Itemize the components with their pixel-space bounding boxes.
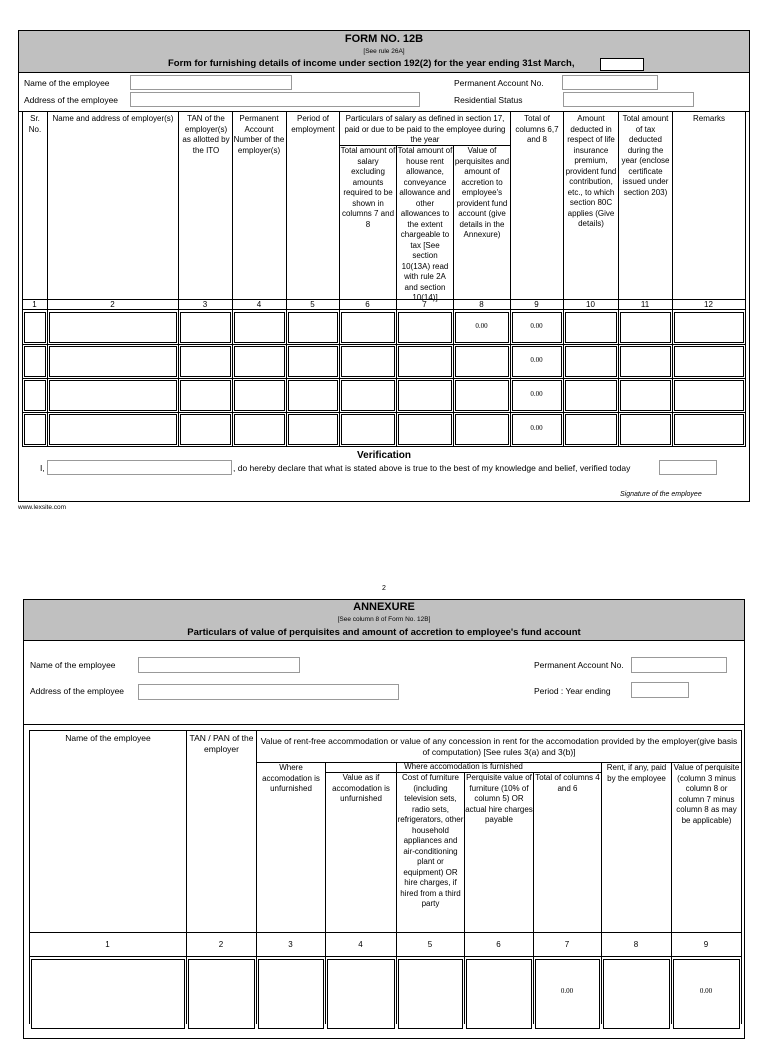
header-remarks: Remarks (692, 114, 725, 123)
table-cell[interactable] (49, 380, 177, 411)
table-cell[interactable] (180, 414, 231, 445)
ann-col-number: 5 (427, 940, 433, 949)
ann-colnum-top (29, 932, 741, 933)
table-top-line (18, 111, 750, 112)
table-cell[interactable] (455, 380, 509, 411)
ann-col (186, 730, 187, 1024)
table-cell[interactable] (341, 312, 395, 343)
table-cell[interactable] (234, 312, 285, 343)
table-cell[interactable] (341, 380, 395, 411)
ann-header-rent-paid: Rent, if any, paid by the employee (606, 763, 667, 783)
form-subtitle: Form for furnishing details of income under section 192(2) for the year ending 31st March, (168, 58, 575, 69)
table-left-line (22, 111, 23, 447)
table-cell[interactable] (49, 312, 177, 343)
table-cell[interactable] (24, 380, 46, 411)
ann-header-tan-pan: TAN / PAN of the employer (189, 733, 254, 754)
annexure-period-label: Period : Year ending (534, 686, 611, 696)
col-sep (47, 111, 48, 446)
table-cell[interactable] (234, 346, 285, 377)
signature-label: Signature of the employee (620, 491, 702, 498)
annexure-cell[interactable] (398, 959, 463, 1029)
header-employer-name: Name and address of employer(s) (52, 114, 174, 123)
ann-perquisite-value: 0.00 (699, 987, 713, 995)
ann-col-number: 4 (358, 940, 363, 949)
ann-left (29, 730, 30, 1024)
header-80c: Amount deducted in respect of life insurance premium, provident fund contribution, etc., to which section 80C applies (Give details) (565, 114, 617, 228)
verification-date-input[interactable] (659, 460, 717, 475)
col-number: 8 (479, 300, 484, 309)
header-tan: TAN of the employer(s) as allotted by the ITO (182, 114, 230, 155)
annexure-cell[interactable] (188, 959, 255, 1029)
table-cell[interactable] (674, 346, 744, 377)
ann-header-employee: Name of the employee (65, 733, 151, 743)
annexure-cell[interactable] (466, 959, 532, 1029)
header-salary-group: Particulars of salary as defined in section 17, paid or due to be paid to the employee during the year (344, 114, 506, 144)
table-cell[interactable] (180, 312, 231, 343)
table-cell[interactable] (565, 414, 617, 445)
table-cell[interactable] (24, 414, 46, 445)
table-cell[interactable] (565, 346, 617, 377)
table-cell[interactable] (288, 414, 338, 445)
col-number: 9 (534, 300, 539, 309)
col-number: 4 (256, 300, 262, 309)
pan-label: Permanent Account No. (454, 78, 544, 88)
table-cell[interactable] (398, 380, 452, 411)
col-number: 11 (640, 300, 650, 309)
employee-address-input[interactable] (130, 92, 420, 107)
col-number: 3 (202, 300, 208, 309)
table-cell[interactable] (341, 414, 395, 445)
header-tax-deducted: Total amount of tax deducted during the year (enclose certificate issued under section 203) (621, 114, 670, 197)
annexure-cell[interactable] (327, 959, 395, 1029)
annexure-address-label: Address of the employee (30, 686, 125, 696)
employee-address-label: Address of the employee (24, 95, 119, 105)
table-cell[interactable] (341, 346, 395, 377)
col-sep (232, 111, 233, 446)
row-separator (22, 446, 746, 447)
pan-input[interactable] (562, 75, 658, 90)
year-input[interactable] (600, 58, 644, 71)
verification-text: , do hereby declare that what is stated above is true to the best of my knowledge and belief, verified today (233, 463, 631, 473)
header-period: Period of employment (291, 114, 335, 134)
annexure-pan-label: Permanent Account No. (534, 660, 624, 670)
table-cell[interactable] (49, 346, 177, 377)
header-pan: Permanent Account Number of the employer(s) (233, 114, 285, 155)
header-total-salary: Total amount of salary excluding amounts required to be shown in columns 7 and 8 (340, 146, 396, 229)
header-total-columns: Total of columns 6,7 and 8 (515, 114, 559, 144)
ann-header-cost-furniture: Cost of furniture (including television sets, radio sets, refrigerators, other household appliances and air-conditioning plant or equipment) OR hire charges, if hired from a third party (397, 773, 464, 908)
table-cell[interactable] (398, 312, 452, 343)
ann-col-number: 8 (633, 940, 639, 949)
header-sr-no: Sr. No. (28, 114, 42, 134)
annexure-employee-name-input[interactable] (138, 657, 300, 673)
col-number: 5 (310, 300, 315, 309)
residential-status-label: Residential Status (454, 95, 523, 105)
header-perquisites: Value of perquisites and amount of accretion to employee's provident fund account (give details in the Annexure) (454, 146, 510, 239)
table-cell[interactable] (398, 346, 452, 377)
table-cell[interactable] (674, 380, 744, 411)
total-value: 0.00 (530, 390, 543, 398)
col-number: 2 (110, 300, 115, 309)
total-value: 0.00 (530, 424, 543, 432)
ann-col (601, 762, 602, 1024)
table-cell[interactable] (674, 414, 744, 445)
annexure-address-input[interactable] (138, 684, 399, 700)
ann-col-number: 3 (288, 940, 293, 949)
ann-header-group: Value of rent-free accommodation or value of any concession in rent for the accomodation provided by the employer(give basis of computation) [See rules 3(a) and 3(b)] (260, 736, 738, 757)
employee-name-label: Name of the employee (24, 78, 110, 88)
form-rule: [See rule 26A] (363, 48, 405, 55)
total-value: 0.00 (530, 322, 543, 330)
table-cell[interactable] (234, 414, 285, 445)
annexure-period-input[interactable] (631, 682, 689, 698)
ann-header-value-unfurnished: Value as if accomodation is unfurnished (332, 773, 390, 803)
annexure-sep (23, 724, 745, 725)
row-separator (22, 412, 746, 413)
table-cell[interactable] (180, 346, 231, 377)
ann-colnum-bottom (29, 956, 741, 957)
table-cell[interactable] (620, 312, 671, 343)
colnum-bottom (22, 309, 746, 310)
table-cell[interactable] (455, 346, 509, 377)
row-separator (22, 378, 746, 379)
ann-col-number: 2 (218, 940, 224, 949)
table-cell[interactable] (455, 414, 509, 445)
annexure-cell[interactable] (258, 959, 324, 1029)
annexure-title: ANNEXURE (353, 601, 415, 613)
website-label: www.lexsite.com (18, 504, 67, 511)
row-separator (22, 344, 746, 345)
verification-title: Verification (357, 450, 411, 461)
annexure-employee-name-label: Name of the employee (30, 660, 116, 670)
table-cell[interactable] (565, 312, 617, 343)
col-sep (672, 111, 673, 446)
page-number: 2 (382, 585, 386, 592)
table-right-line (745, 111, 746, 447)
table-cell[interactable] (674, 312, 744, 343)
employee-name-input[interactable] (130, 75, 292, 90)
annexure-cell[interactable] (603, 959, 670, 1029)
table-cell[interactable] (620, 414, 671, 445)
residential-status-input[interactable] (563, 92, 694, 107)
ann-header-total-4-6: Total of columns 4 and 6 (535, 773, 600, 793)
ann-header-perquisite-furniture: Perquisite value of furniture (10% of column 5) OR actual hire charges payable (465, 773, 533, 824)
total-value: 0.00 (530, 356, 543, 364)
annexure-pan-input[interactable] (631, 657, 727, 673)
ann-col-number: 7 (564, 940, 570, 949)
annexure-ref: [See column 8 of Form No. 12B] (337, 616, 431, 623)
col-number: 6 (365, 300, 370, 309)
table-cell[interactable] (180, 380, 231, 411)
col-sep (178, 111, 179, 446)
table-cell[interactable] (288, 346, 338, 377)
annexure-cell[interactable] (31, 959, 185, 1029)
verifier-name-input[interactable] (47, 460, 232, 475)
table-cell[interactable] (620, 380, 671, 411)
table-cell[interactable] (24, 312, 46, 343)
ann-header-perquisite-value: Value of perquisite (column 3 minus column 8 or column 7 minus column 8 as may be applicable) (673, 763, 740, 825)
perquisite-value: 0.00 (475, 322, 488, 330)
col-sep (286, 111, 287, 446)
table-cell[interactable] (565, 380, 617, 411)
verification-prefix: I, (40, 463, 45, 473)
ann-header-furnished-group: Where accomodation is furnished (404, 762, 523, 771)
table-cell[interactable] (288, 312, 338, 343)
ann-col-number: 1 (105, 940, 110, 949)
table-cell[interactable] (234, 380, 285, 411)
col-number: 7 (422, 300, 427, 309)
table-cell[interactable] (288, 380, 338, 411)
ann-col-number: 9 (703, 940, 709, 949)
ann-top (29, 730, 741, 731)
ann-header-unfurnished: Where accomodation is unfurnished (262, 763, 320, 793)
table-cell[interactable] (49, 414, 177, 445)
col-number: 10 (586, 300, 595, 309)
header-allowances: Total amount of house rent allowance, conveyance allowance and other allowances to the extent chargeable to tax [See section 10(13A) read with rule 2A and section 10(14)] (397, 146, 453, 302)
table-cell[interactable] (398, 414, 452, 445)
ann-total-value: 0.00 (560, 987, 574, 995)
col-number: 12 (704, 300, 713, 309)
ann-right (741, 730, 742, 1024)
annexure-subtitle: Particulars of value of perquisites and amount of accretion to employee's fund account (187, 627, 581, 638)
col-number: 1 (32, 300, 37, 309)
table-cell[interactable] (620, 346, 671, 377)
form-title: FORM NO. 12B (344, 33, 424, 45)
ann-col-number: 6 (496, 940, 501, 949)
table-cell[interactable] (24, 346, 46, 377)
